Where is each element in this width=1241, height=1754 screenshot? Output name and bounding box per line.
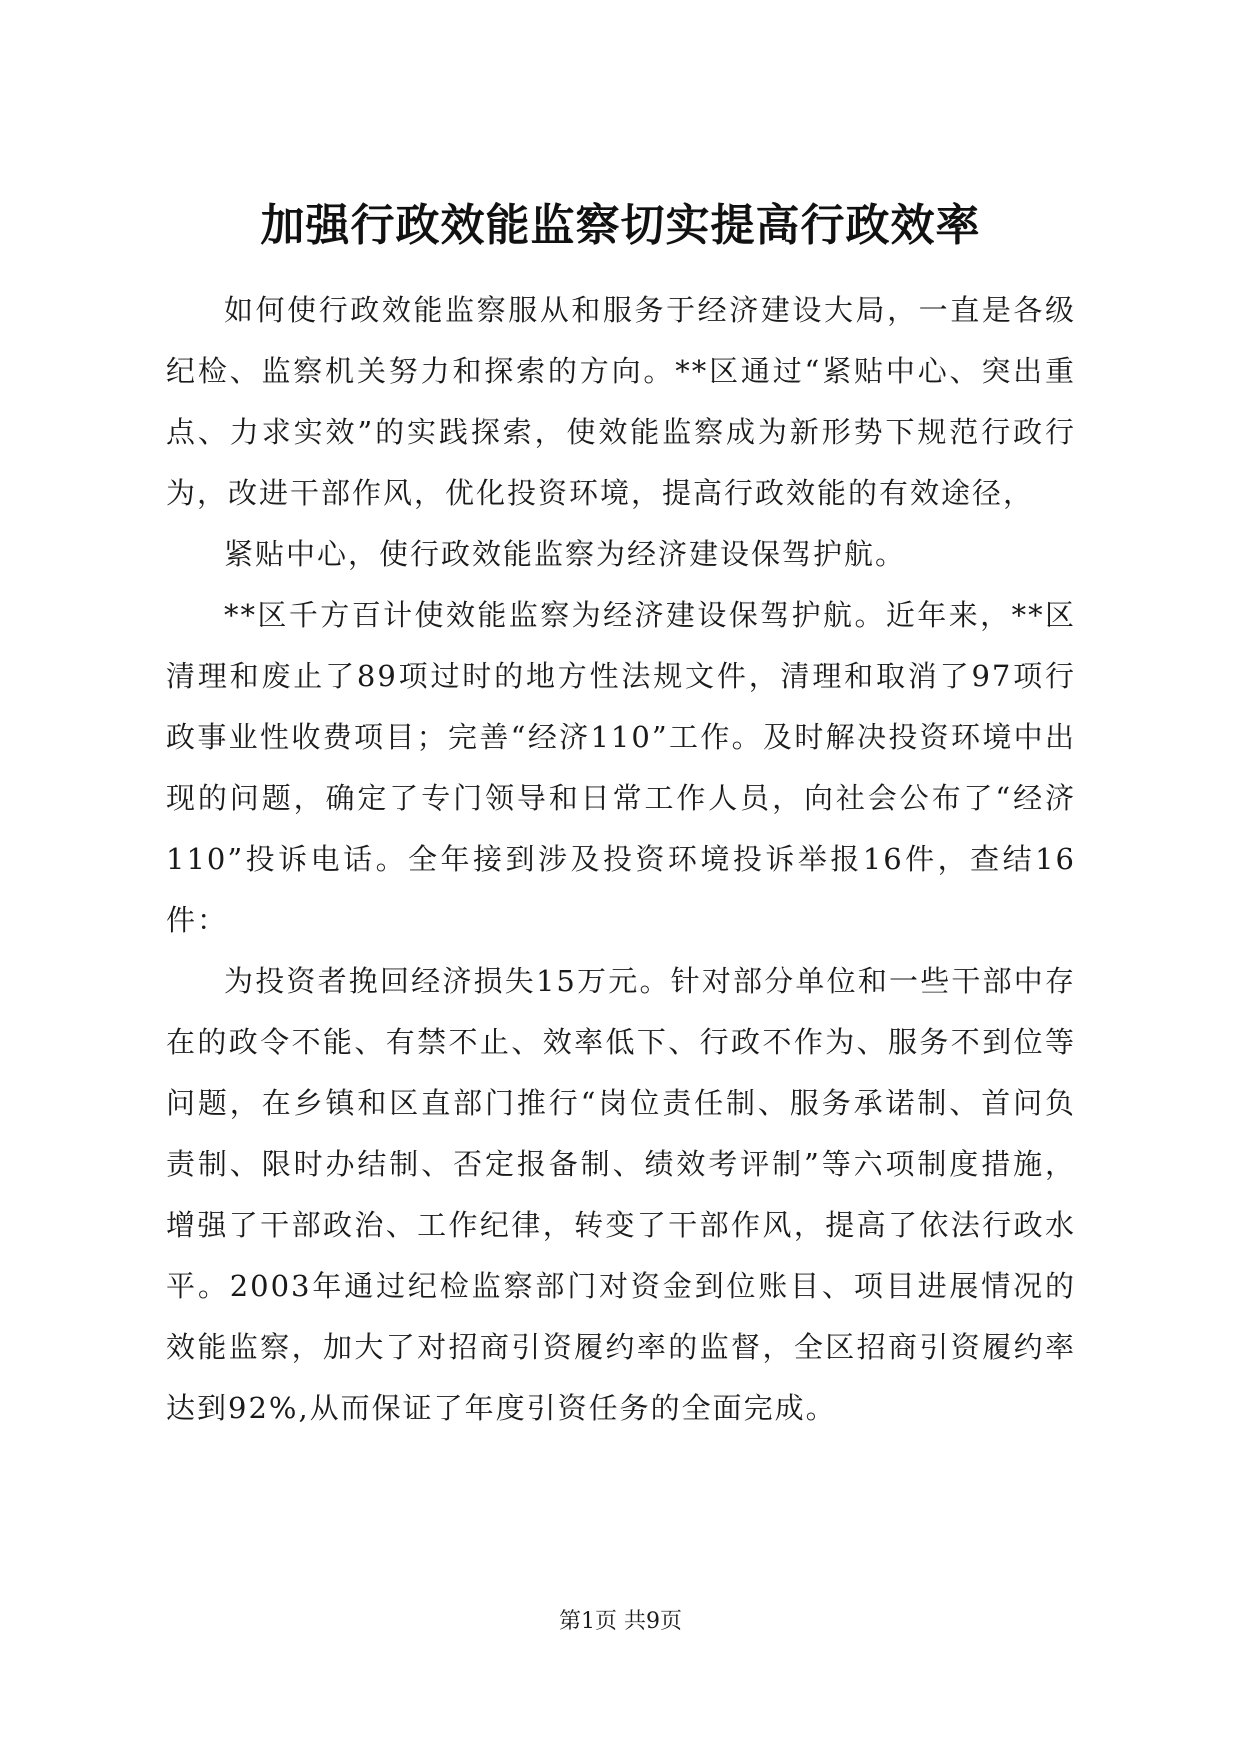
paragraph: 如何使行政效能监察服从和服务于经济建设大局，一直是各级纪检、监察机关努力和探索的方向。**区通过“紧贴中心、突出重点、力求实效”的实践探索，使效能监察成为新形势下规范行政行为，改进干部作风，优化投资环境，提高行政效能的有效途径， [166, 293, 1076, 510]
paragraph: 紧贴中心，使行政效能监察为经济建设保驾护航。 [224, 537, 907, 571]
paragraph: 为投资者挽回经济损失15万元。针对部分单位和一些干部中存在的政令不能、有禁不止、效率低下、行政不作为、服务不到位等问题，在乡镇和区直部门推行“岗位责任制、服务承诺制、首问负责制、限时办结制、否定报备制、绩效考评制”等六项制度措施，增强了干部政治、工作纪律，转变了干部作风，提高了依法行政水平。2003年通过纪检监察部门对资金到位账目、项目进展情况的效能监察，加大了对招商引资履约率的监督，全区招商引资履约率达到92%,从而保证了年度引资任务的全面完成。 [166, 964, 1076, 1425]
page-number: 第1页 共9页 [559, 1609, 682, 1634]
document-body [166, 280, 1076, 1439]
document-title: 加强行政效能监察切实提高行政效率 [260, 200, 981, 251]
paragraph: **区千方百计使效能监察为经济建设保驾护航。近年来，**区清理和废止了89项过时的地方性法规文件，清理和取消了97项行政事业性收费项目；完善“经济110”工作。及时解决投资环境中出现的问题，确定了专门领导和日常工作人员，向社会公布了“经济110”投诉电话。全年接到涉及投资环境投诉举报16件，查结16件： [166, 598, 1076, 937]
